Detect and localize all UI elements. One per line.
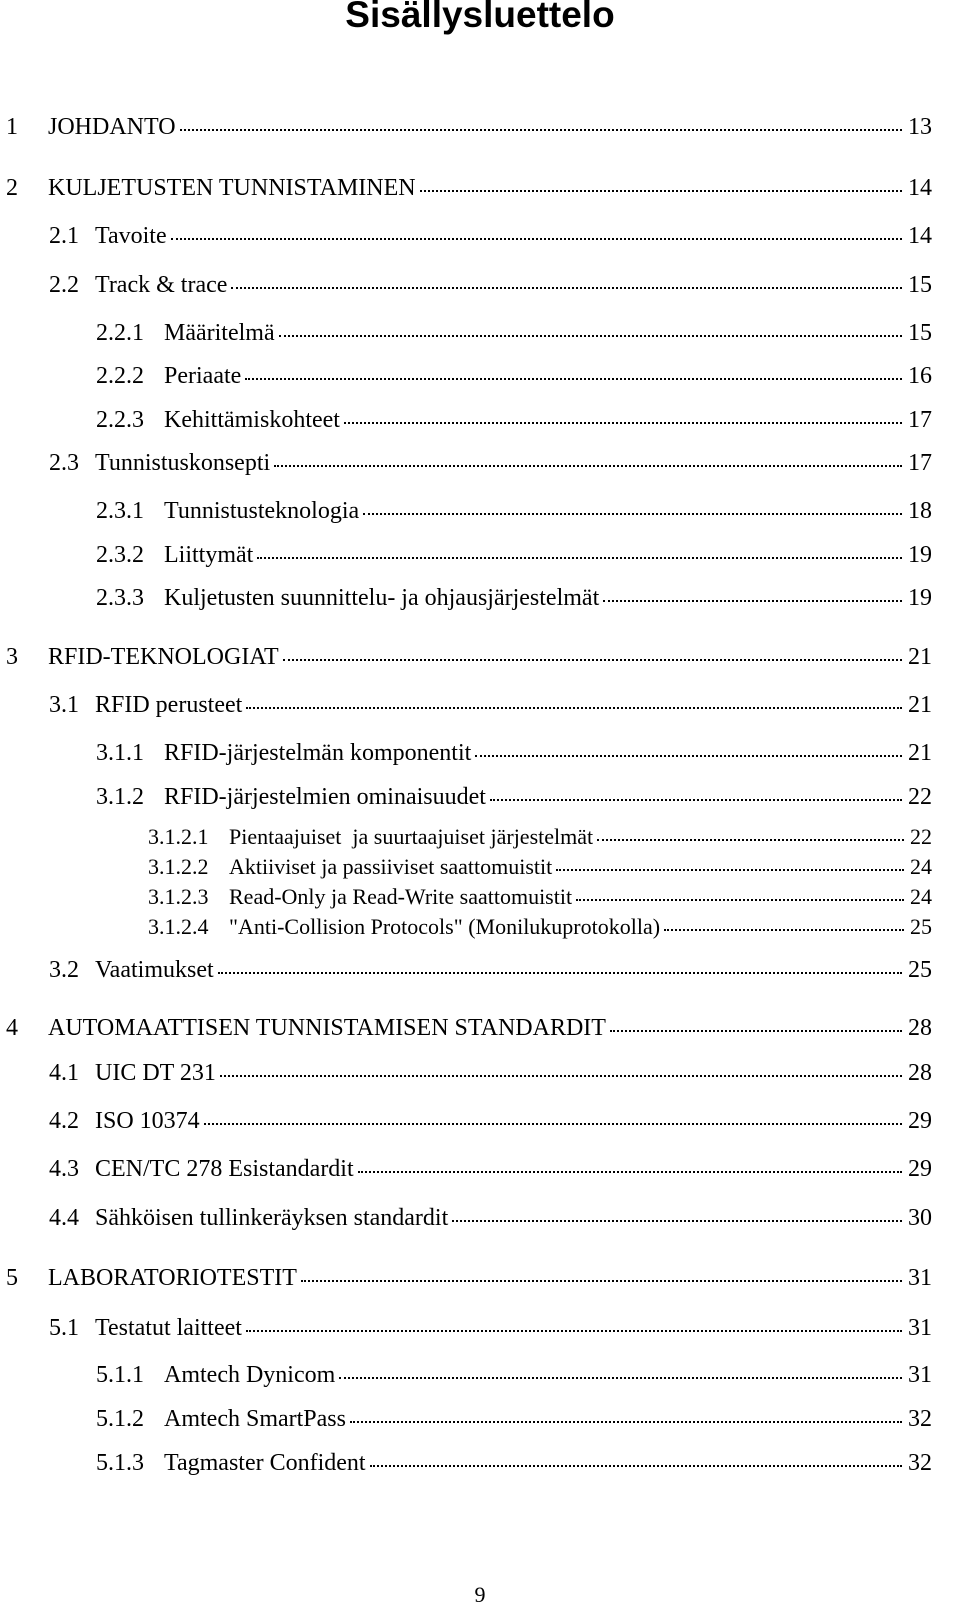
toc-leader-dots: [246, 1330, 902, 1332]
toc-leader-dots: [274, 465, 902, 467]
toc-entry[interactable]: [49, 1058, 932, 1088]
toc-entry-number: 3.1.2: [96, 784, 144, 810]
toc-leader-dots: [180, 129, 902, 131]
toc-entry-title: Kehittämiskohteet: [164, 407, 340, 433]
toc-entry-number: 4.4: [49, 1205, 79, 1231]
toc-entry-title: Tavoite: [95, 223, 167, 249]
toc-entry-number: 5.1: [49, 1315, 79, 1341]
toc-entry-page: 25: [910, 914, 932, 939]
toc-entry[interactable]: [49, 1106, 932, 1136]
toc-entry-page: 16: [908, 363, 932, 389]
toc-entry[interactable]: [148, 882, 932, 912]
toc-entry-page: 21: [908, 644, 932, 670]
toc-leader-dots: [245, 378, 902, 380]
toc-entry-number: 4: [6, 1015, 18, 1041]
toc-entry-number: 2.3.2: [96, 542, 144, 568]
toc-entry-title: Amtech Dynicom: [164, 1362, 336, 1388]
toc-entry-page: 24: [910, 884, 932, 909]
toc-entry-number: 4.2: [49, 1108, 79, 1134]
toc-leader-dots: [610, 1030, 902, 1032]
toc-entry[interactable]: [96, 1360, 932, 1390]
toc-entry[interactable]: [96, 318, 932, 348]
toc-entry-page: 28: [908, 1060, 932, 1086]
toc-leader-dots: [220, 1075, 902, 1077]
toc-entry[interactable]: [96, 782, 932, 812]
toc-entry-title: Pientaajuiset ja suurtaajuiset järjestelmät: [229, 824, 594, 849]
toc-leader-dots: [576, 899, 904, 901]
toc-leader-dots: [301, 1280, 902, 1282]
toc-entry[interactable]: [148, 822, 932, 852]
toc-entry-page: 31: [908, 1315, 932, 1341]
toc-entry-number: 3.1.2.1: [148, 824, 209, 849]
toc-entry[interactable]: [49, 955, 932, 985]
toc-leader-dots: [279, 335, 902, 337]
toc-entry-title: Tagmaster Confident: [164, 1450, 366, 1476]
toc-entry-title: RFID-järjestelmän komponentit: [164, 740, 472, 766]
toc-entry-title: KULJETUSTEN TUNNISTAMINEN: [48, 175, 416, 201]
toc-entry[interactable]: [49, 690, 932, 720]
toc-leader-dots: [344, 422, 902, 424]
toc-entry-title: Testatut laitteet: [95, 1315, 242, 1341]
toc-leader-dots: [452, 1220, 902, 1222]
toc-leader-dots: [246, 707, 902, 709]
toc-entry[interactable]: [49, 448, 932, 478]
toc-entry-page: 19: [908, 585, 932, 611]
toc-leader-dots: [283, 659, 902, 661]
toc-entry[interactable]: [6, 112, 932, 142]
toc-entry-page: 28: [908, 1015, 932, 1041]
toc-entry-number: 3.2: [49, 957, 79, 983]
toc-entry[interactable]: [6, 642, 932, 672]
toc-entry[interactable]: [49, 1154, 932, 1184]
toc-leader-dots: [171, 238, 902, 240]
toc-entry[interactable]: [96, 361, 932, 391]
toc-entry-number: 1: [6, 114, 18, 140]
toc-leader-dots: [257, 557, 902, 559]
toc-entry-number: 3.1.2.3: [148, 884, 209, 909]
toc-entry[interactable]: [148, 852, 932, 882]
toc-entry-title: RFID-järjestelmien ominaisuudet: [164, 784, 486, 810]
toc-entry-title: Aktiiviset ja passiiviset saattomuistit: [229, 854, 553, 879]
toc-entry-page: 21: [908, 692, 932, 718]
toc-leader-dots: [339, 1377, 902, 1379]
toc-leader-dots: [358, 1171, 902, 1173]
toc-leader-dots: [363, 513, 902, 515]
toc-entry-page: 32: [908, 1450, 932, 1476]
toc-entry-number: 4.3: [49, 1156, 79, 1182]
toc-entry[interactable]: [6, 1013, 932, 1043]
toc-entry-title: Liittymät: [164, 542, 254, 568]
toc-entry-page: 29: [908, 1156, 932, 1182]
toc-entry-page: 22: [910, 824, 932, 849]
toc-entry[interactable]: [96, 1404, 932, 1434]
toc-entry-number: 5: [6, 1265, 18, 1291]
toc-leader-dots: [370, 1465, 902, 1467]
toc-entry[interactable]: [49, 221, 932, 251]
toc-entry-number: 3.1.1: [96, 740, 144, 766]
toc-entry-number: 4.1: [49, 1060, 79, 1086]
toc-leader-dots: [603, 600, 902, 602]
toc-entry-title: Tunnistuskonsepti: [95, 450, 271, 476]
toc-entry-number: 2.2.2: [96, 363, 144, 389]
toc-entry-number: 3.1: [49, 692, 79, 718]
toc-entry-number: 2.3: [49, 450, 79, 476]
toc-entry-title: "Anti-Collision Protocols" (Monilukuprotokolla): [229, 914, 661, 939]
toc-entry-title: Track & trace: [95, 272, 228, 298]
toc-leader-dots: [420, 190, 902, 192]
toc-entry-title: Sähköisen tullinkeräyksen standardit: [95, 1205, 449, 1231]
toc-entry-title: JOHDANTO: [48, 114, 176, 140]
toc-entry-page: 30: [908, 1205, 932, 1231]
toc-entry-number: 3: [6, 644, 18, 670]
toc-entry-page: 18: [908, 498, 932, 524]
toc-entry[interactable]: [49, 1313, 932, 1343]
toc-entry-title: Amtech SmartPass: [164, 1406, 346, 1432]
toc-entry-title: LABORATORIOTESTIT: [48, 1265, 297, 1291]
toc-entry-page: 13: [908, 114, 932, 140]
toc-entry-number: 3.1.2.4: [148, 914, 209, 939]
toc-leader-dots: [597, 839, 904, 841]
toc-entry[interactable]: [49, 1203, 932, 1233]
toc-entry-title: Kuljetusten suunnittelu- ja ohjausjärjestelmät: [164, 585, 600, 611]
toc-entry-title: Tunnistusteknologia: [164, 498, 360, 524]
toc-entry-title: RFID perusteet: [95, 692, 243, 718]
toc-leader-dots: [218, 972, 902, 974]
toc-entry-page: 24: [910, 854, 932, 879]
toc-entry-page: 15: [908, 320, 932, 346]
toc-entry-page: 21: [908, 740, 932, 766]
toc-entry-page: 14: [908, 175, 932, 201]
toc-entry[interactable]: [96, 405, 932, 435]
toc-entry-number: 5.1.2: [96, 1406, 144, 1432]
toc-entry[interactable]: [148, 912, 932, 942]
toc-entry-page: 25: [908, 957, 932, 983]
toc-entry-page: 31: [908, 1362, 932, 1388]
toc-leader-dots: [231, 287, 902, 289]
toc-entry-title: Read-Only ja Read-Write saattomuistit: [229, 884, 573, 909]
toc-entry-title: Vaatimukset: [95, 957, 214, 983]
toc-entry-page: 14: [908, 223, 932, 249]
toc-entry-number: 2.3.1: [96, 498, 144, 524]
toc-entry[interactable]: [96, 583, 932, 613]
toc-entry-number: 2.1: [49, 223, 79, 249]
toc-leader-dots: [556, 869, 904, 871]
toc-entry-title: ISO 10374: [95, 1108, 200, 1134]
toc-entry[interactable]: [6, 1263, 932, 1293]
toc-entry-number: 2.2.3: [96, 407, 144, 433]
toc-entry[interactable]: [96, 1448, 932, 1478]
page-number: 9: [474, 1582, 486, 1607]
toc-entry-title: Periaate: [164, 363, 242, 389]
toc-entry-page: 32: [908, 1406, 932, 1432]
toc-entry-title: RFID-TEKNOLOGIAT: [48, 644, 279, 670]
toc-entry-page: 19: [908, 542, 932, 568]
toc-entry[interactable]: [96, 496, 932, 526]
toc-entry-title: AUTOMAATTISEN TUNNISTAMISEN STANDARDIT: [48, 1015, 606, 1041]
toc-entry-number: 2.2.1: [96, 320, 144, 346]
toc-entry-page: 31: [908, 1265, 932, 1291]
toc-leader-dots: [204, 1123, 902, 1125]
toc-entry-number: 5.1.1: [96, 1362, 144, 1388]
toc-entry[interactable]: [49, 270, 932, 300]
toc-entry-page: 29: [908, 1108, 932, 1134]
toc-leader-dots: [475, 755, 902, 757]
toc-entry-number: 2: [6, 175, 18, 201]
toc-entry-title: UIC DT 231: [95, 1060, 216, 1086]
toc-entry-number: 3.1.2.2: [148, 854, 209, 879]
page-title: Sisällysluettelo: [345, 0, 615, 35]
toc-entry[interactable]: [96, 540, 932, 570]
toc-entry-number: 5.1.3: [96, 1450, 144, 1476]
toc-leader-dots: [490, 799, 902, 801]
toc-entry[interactable]: [6, 173, 932, 203]
toc-entry-page: 15: [908, 272, 932, 298]
toc-leader-dots: [350, 1421, 902, 1423]
toc-entry-title: CEN/TC 278 Esistandardit: [95, 1156, 354, 1182]
toc-entry-page: 22: [908, 784, 932, 810]
toc-entry-page: 17: [908, 450, 932, 476]
toc-entry-page: 17: [908, 407, 932, 433]
toc-leader-dots: [664, 929, 904, 931]
toc-entry-number: 2.2: [49, 272, 79, 298]
toc-entry-number: 2.3.3: [96, 585, 144, 611]
toc-entry-title: Määritelmä: [164, 320, 275, 346]
toc-entry[interactable]: [96, 738, 932, 768]
